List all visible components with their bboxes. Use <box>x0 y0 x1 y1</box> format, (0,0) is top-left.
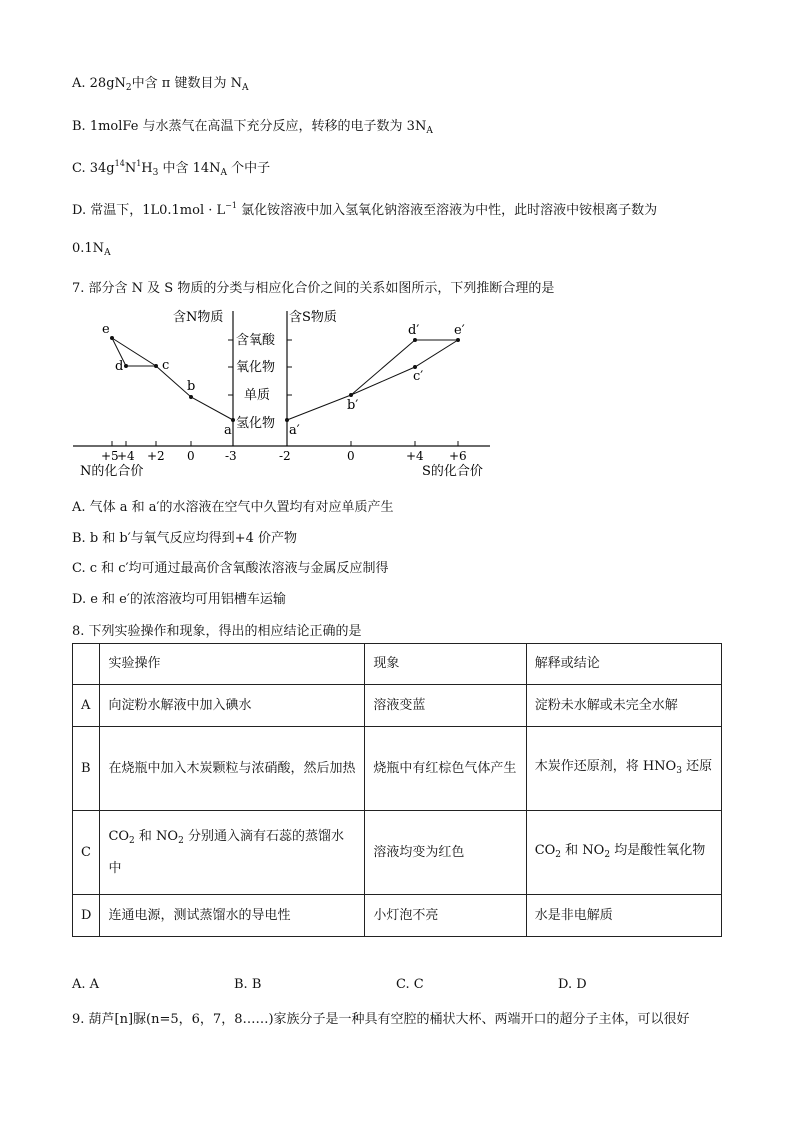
experiment-table <box>72 643 722 937</box>
conclusion-cell: 淀粉未水解或未完全水解 <box>526 685 721 727</box>
q6-option-d-cont: $0.1N_A$ <box>72 241 111 258</box>
phenomenon-cell: 溶液均变为红色 <box>365 811 526 895</box>
table-row <box>73 811 722 895</box>
phenomenon-cell: 溶液变蓝 <box>365 685 526 727</box>
q7-option-c: C. c 和 c′均可通过最高价含氧酸浓溶液与金属反应制得 <box>72 561 389 576</box>
conclusion-cell: $CO_2$ 和 $NO_2$ 均是酸性氧化物 <box>526 811 721 895</box>
point-d-prime <box>413 338 417 342</box>
operation-cell: 向淀粉水解液中加入碘水 <box>100 685 365 727</box>
s-line-b-d-e-c-b <box>351 340 458 395</box>
s-tick-0: 0 <box>347 449 355 463</box>
q6-option-c: C. $34g^{14}N^1H_3$ 中含 $14N_A$ 个中子 <box>72 159 271 178</box>
s-axis-label: S的化合价 <box>422 464 483 479</box>
row-label: D <box>73 895 100 937</box>
table-row <box>73 685 722 727</box>
q7-option-b: B. b 和 b′与氧气反应均得到+4 价产物 <box>72 531 297 546</box>
q8-choice-b: B. B <box>234 977 262 992</box>
category-element: 单质 <box>244 388 271 403</box>
q6-option-b: B. 1molFe 与水蒸气在高温下充分反应，转移的电子数为 $3N_A$ <box>72 119 433 136</box>
header-cell: 解释或结论 <box>526 644 721 685</box>
point-a-prime <box>285 418 289 422</box>
q7-option-d: D. e 和 e′的浓溶液均可用铝槽车运输 <box>72 592 286 607</box>
label-c-prime: c′ <box>413 369 424 384</box>
n-tick-plus4: +4 <box>117 449 135 463</box>
header-cell: 实验操作 <box>100 644 365 685</box>
label-c: c <box>162 358 170 373</box>
operation-cell: $CO_2$ 和 $NO_2$ 分别通入滴有石蕊的蒸馏水中 <box>100 811 365 895</box>
table-row <box>73 895 722 937</box>
label-a-prime: a′ <box>289 423 300 438</box>
point-b <box>189 395 193 399</box>
point-e <box>110 336 114 340</box>
n-tick-plus2: +2 <box>147 449 165 463</box>
s-title: 含S物质 <box>289 310 337 325</box>
label-d-prime: d′ <box>408 323 420 338</box>
conclusion-cell: 水是非电解质 <box>526 895 721 937</box>
row-label: B <box>73 727 100 811</box>
phenomenon-cell: 烧瓶中有红棕色气体产生 <box>365 727 526 811</box>
q7-stem: 7. 部分含 N 及 S 物质的分类与相应化合价之间的关系如图所示，下列推断合理的是 <box>72 281 555 296</box>
s-tick-plus6: +6 <box>449 449 467 463</box>
q8-choice-d: D. D <box>558 977 587 992</box>
point-e-prime <box>456 338 460 342</box>
q8-stem: 8. 下列实验操作和现象，得出的相应结论正确的是 <box>72 624 362 639</box>
q8-choice-a: A. A <box>72 977 100 992</box>
conclusion-cell: 木炭作还原剂，将 $HNO_3$ 还原 <box>526 727 721 811</box>
q7-option-a: A. 气体 a 和 a′的水溶液在空气中久置均有对应单质产生 <box>72 500 394 515</box>
s-tick-plus4: +4 <box>406 449 424 463</box>
valence-diagram <box>0 0 794 500</box>
point-a <box>231 418 235 422</box>
header-cell <box>73 644 100 685</box>
s-tick-minus2: -2 <box>279 449 291 463</box>
point-c <box>154 364 158 368</box>
label-d: d <box>115 359 124 374</box>
header-cell: 现象 <box>365 644 526 685</box>
operation-cell: 在烧瓶中加入木炭颗粒与浓硝酸，然后加热 <box>100 727 365 811</box>
q8-choice-c: C. C <box>396 977 424 992</box>
n-title: 含N物质 <box>173 310 224 325</box>
row-label: A <box>73 685 100 727</box>
label-a: a <box>224 423 232 438</box>
n-tick-minus3: -3 <box>225 449 237 463</box>
category-oxide: 氧化物 <box>236 360 276 375</box>
table-header-row <box>73 644 722 685</box>
label-e-prime: e′ <box>454 323 465 338</box>
n-tick-plus5: +5 <box>101 449 119 463</box>
q9-stem: 9. 葫芦[n]脲(n=5，6，7，8……)家族分子是一种具有空腔的桶状大杯、两端开口的超分子主体，可以很好 <box>72 1012 690 1027</box>
q6-option-d: D. 常温下，$1L0.1mol \cdot L^{-1}$ 氯化铵溶液中加入氢氧化钠溶液至溶液为中性，此时溶液中铵根离子数为 <box>72 201 658 218</box>
category-oxyacid: 含氧酸 <box>236 333 276 348</box>
table-row <box>73 727 722 811</box>
category-hydride: 氢化物 <box>236 416 276 431</box>
phenomenon-cell: 小灯泡不亮 <box>365 895 526 937</box>
n-tick-0: 0 <box>187 449 195 463</box>
label-b-prime: b′ <box>347 398 359 413</box>
operation-cell: 连通电源，测试蒸馏水的导电性 <box>100 895 365 937</box>
row-label: C <box>73 811 100 895</box>
s-line-a-b <box>287 395 351 420</box>
label-b: b <box>187 379 196 394</box>
point-d <box>124 364 128 368</box>
label-e: e <box>102 322 110 337</box>
point-b-prime <box>349 393 353 397</box>
q6-option-a: A. $28gN_2$中含 π 键数目为 $N_A$ <box>72 76 249 93</box>
n-axis-label: N的化合价 <box>80 464 144 479</box>
